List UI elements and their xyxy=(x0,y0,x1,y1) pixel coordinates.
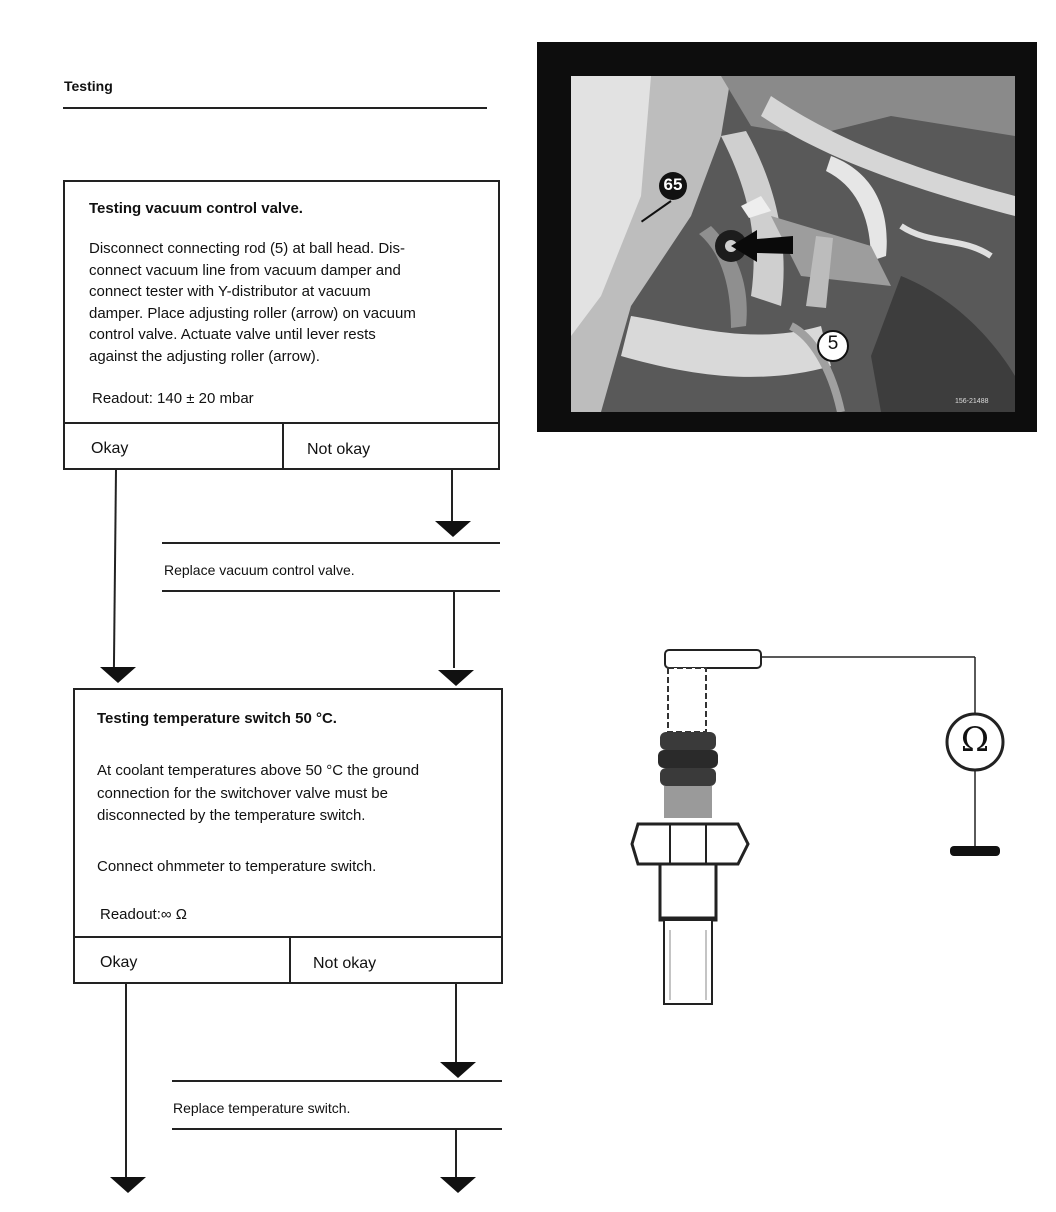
action2-bottom-rule xyxy=(172,1128,502,1130)
step2-readout: Readout:∞ Ω xyxy=(100,906,187,923)
step2-box xyxy=(73,688,503,984)
callout-5-label: 5 xyxy=(827,333,839,354)
engine-photo-frame xyxy=(537,42,1037,432)
action2-arrow xyxy=(440,1177,476,1193)
photo-code: 156-21488 xyxy=(955,398,989,405)
step1-line: damper. Place adjusting roller (arrow) on vacuum xyxy=(89,304,416,322)
step2-description xyxy=(97,760,497,828)
step1-okay-arrow xyxy=(100,667,136,683)
step1-okay-label: Okay xyxy=(91,440,129,457)
step2-notokay-flow-line xyxy=(455,984,457,1064)
adjusting-roller-arrow-icon xyxy=(731,226,801,266)
section-heading: Testing xyxy=(64,78,113,94)
step2-title: Testing temperature switch 50 °C. xyxy=(97,710,337,727)
step2-result-splitter xyxy=(289,936,291,982)
step2-line: disconnected by the temperature switch. xyxy=(97,807,366,824)
step1-notokay-arrow xyxy=(435,521,471,537)
action1-arrow xyxy=(438,670,474,686)
step1-box xyxy=(63,180,500,470)
action2-top-rule xyxy=(172,1080,502,1082)
action1-top-rule xyxy=(162,542,500,544)
action1-flow-line xyxy=(453,592,455,668)
heading-rule xyxy=(63,107,487,109)
engine-photo xyxy=(571,76,1015,412)
step2-okay-flow-line xyxy=(125,984,127,1178)
step1-line: connect vacuum line from vacuum damper and xyxy=(89,261,401,279)
step2-okay-label: Okay xyxy=(100,954,138,971)
ohmmeter-label: Ω xyxy=(960,720,990,760)
callout-65-label: 65 xyxy=(663,175,683,194)
step1-okay-flow-line xyxy=(113,470,117,670)
step2-result-divider xyxy=(75,936,501,938)
action2-flow-line xyxy=(455,1130,457,1178)
step2-not-okay-label: Not okay xyxy=(313,955,377,972)
step1-title: Testing vacuum control valve. xyxy=(89,200,303,217)
step2-notokay-arrow xyxy=(440,1062,476,1078)
step1-line: connect tester with Y-distributor at vacuum xyxy=(89,283,371,300)
step2-okay-arrow xyxy=(110,1177,146,1193)
step1-description xyxy=(89,238,489,367)
step1-line: Disconnect connecting rod (5) at ball head. Dis- xyxy=(89,240,405,257)
step2-instruction: Connect ohmmeter to temperature switch. xyxy=(97,858,377,875)
ground-icon xyxy=(950,846,1000,856)
action1-text: Replace vacuum control valve. xyxy=(164,562,355,578)
step1-readout: Readout: 140 ± 20 mbar xyxy=(92,390,254,407)
step2-line: connection for the switchover valve must be xyxy=(97,784,388,802)
step1-result-splitter xyxy=(282,422,284,468)
step2-line: At coolant temperatures above 50 °C the ground xyxy=(97,762,420,779)
step1-notokay-flow-line xyxy=(451,470,453,522)
step1-line: control valve. Actuate valve until lever rests xyxy=(89,326,376,343)
step1-line: against the adjusting roller (arrow). xyxy=(89,347,320,365)
action2-text: Replace temperature switch. xyxy=(173,1100,351,1116)
step1-not-okay-label: Not okay xyxy=(307,441,371,458)
action1-bottom-rule xyxy=(162,590,500,592)
temperature-switch-diagram xyxy=(620,640,1040,1020)
